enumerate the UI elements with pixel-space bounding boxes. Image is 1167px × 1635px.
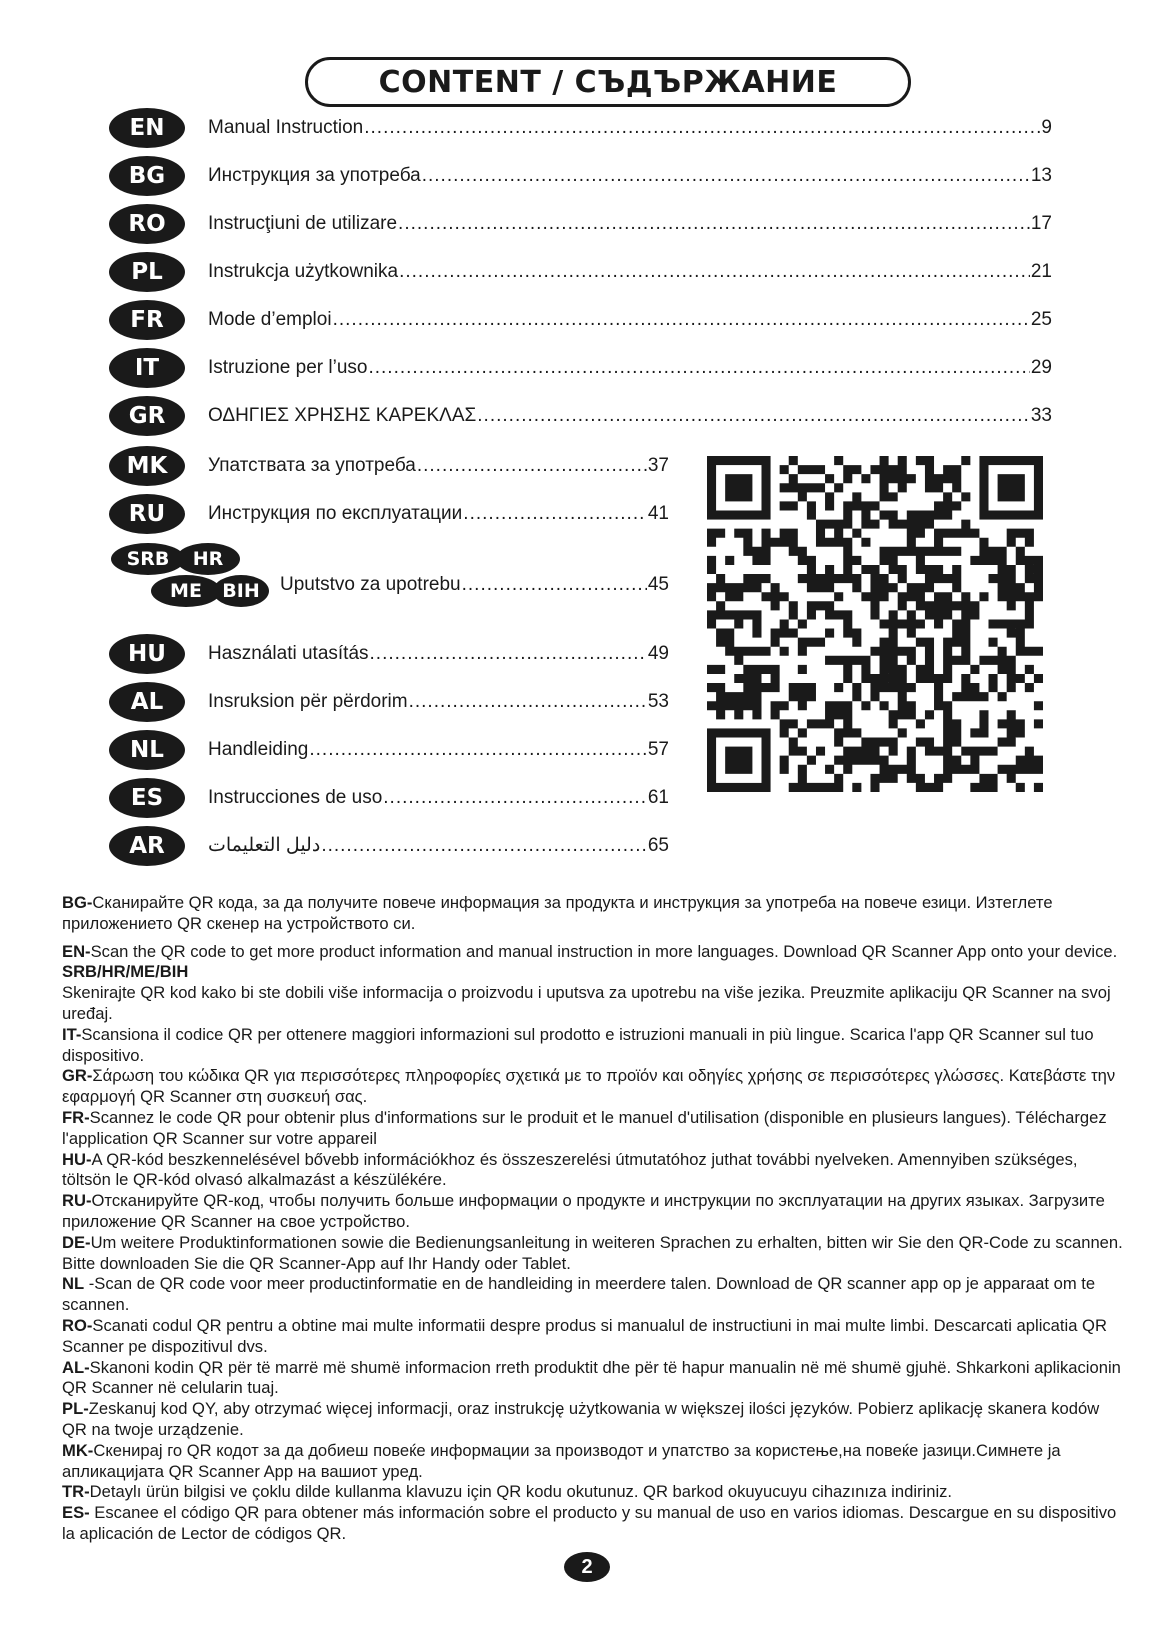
qr-note-language-code: DE- xyxy=(62,1232,91,1252)
qr-note-text: -Scan de QR code voor meer productinformatie en de handleiding in meerdere talen. Download de QR scanner app op je apparaat om te scannen. xyxy=(62,1274,1096,1315)
toc-page-number: 61 xyxy=(647,787,669,808)
qr-note xyxy=(62,1191,1124,1233)
qr-note-language-code: PL- xyxy=(62,1399,89,1419)
toc-leader-dots xyxy=(309,738,647,762)
qr-note-text: Сканирайте QR кода, за да получите повече информация за продукта и инструкция за употреба на повече езици. Изтеглете приложението QR скенер на устройството си. xyxy=(62,893,1053,933)
qr-note-language-code: MK- xyxy=(62,1440,94,1460)
toc-leader-dots xyxy=(463,502,647,526)
toc-entry xyxy=(208,454,669,478)
toc-entry-label: Mode d’emploi xyxy=(208,309,332,330)
toc-leader-dots xyxy=(321,834,647,858)
language-badge-bg: BG xyxy=(109,156,185,196)
qr-note-text: Σάρωση του κώδικα QR για περισσότερες πληροφορίες σχετικά με το προϊόν και οδηγίες χρήσης σε περισσότερες γλώσσες. Κατεβάστε την εφαρμογή QR Scanner στη συσκευή σας. xyxy=(62,1066,1116,1107)
toc-leader-dots xyxy=(477,404,1030,428)
qr-note xyxy=(62,1108,1124,1150)
toc-leader-dots xyxy=(333,308,1030,332)
qr-note-language-code: NL xyxy=(62,1274,85,1294)
toc-entry xyxy=(208,260,1052,284)
qr-note xyxy=(62,962,1124,1024)
toc-entry xyxy=(208,164,1052,188)
language-badge-gr: GR xyxy=(109,396,185,436)
qr-note-text: A QR-kód beszkennelésével bővebb információkhoz és összeszerelési útmutatóhoz juthat további nyelveken. Amennyiben szükséges, töltsön le QR-kód olvasó alkalmazást a készülékére. xyxy=(62,1149,1078,1190)
language-badge-srb: SRB xyxy=(111,543,185,575)
toc-leader-dots xyxy=(422,164,1030,188)
qr-note-language-code: TR- xyxy=(62,1482,90,1502)
language-badge-me: ME xyxy=(151,575,221,607)
qr-note xyxy=(62,1233,1124,1275)
toc-entry-label: Инструкция по експлуатации xyxy=(208,503,463,524)
qr-note-language-code: IT- xyxy=(62,1024,82,1044)
page-number: 2 xyxy=(564,1552,610,1582)
toc-entry xyxy=(280,573,669,597)
toc-entry-label: Instrucţiuni de utilizare xyxy=(208,213,398,234)
qr-note-language-code: SRB/HR/ME/BIH xyxy=(62,962,189,982)
qr-note xyxy=(62,1066,1124,1108)
qr-note-text: Scan the QR code to get more product information and manual instruction in more languages. Download QR Scanner App onto your device. xyxy=(90,941,1118,961)
qr-note-language-code: AL- xyxy=(62,1357,90,1377)
qr-note-text: Zeskanuj kod QY, aby otrzymać więcej informacji, oraz instrukcję użytkowania w większej ilości języków. Pobierz aplikację skanera kodów QR na twoje urządzenie. xyxy=(62,1399,1100,1439)
toc-entry-label: Инструкция за употреба xyxy=(208,165,421,186)
language-badge-al: AL xyxy=(109,682,185,722)
toc-page-number: 53 xyxy=(647,691,669,712)
qr-note xyxy=(62,942,1124,963)
qr-note-language-code: FR- xyxy=(62,1107,90,1127)
toc-leader-dots xyxy=(399,260,1030,284)
qr-note-language-code: RO- xyxy=(62,1315,93,1335)
toc-entry-label: Uputstvo za upotrebu xyxy=(280,574,461,595)
toc-entry xyxy=(208,356,1052,380)
toc-page-number: 45 xyxy=(647,574,669,595)
toc-entry xyxy=(208,116,1052,140)
qr-note-language-code: BG- xyxy=(62,893,93,912)
toc-leader-dots xyxy=(398,212,1030,236)
toc-page-number: 13 xyxy=(1030,165,1052,186)
qr-note-text: Escanee el código QR para obtener más información sobre el producto y su manual de uso en varios idiomas. Descargue en su dispositivo la aplicación de Lector de códigos QR. xyxy=(62,1503,1117,1543)
toc-entry-label: Instrukcja użytkownika xyxy=(208,261,399,282)
qr-note-text: Um weitere Produktinformationen sowie die Bedienungsanleitung in weiteren Sprachen zu erhalten, bitten wir Sie den QR-Code zu scannen. Bitte downloaden Sie die QR Scanner-App auf Ihr Handy oder Tablet. xyxy=(62,1232,1123,1273)
qr-note-language-code: GR- xyxy=(62,1066,93,1086)
language-badge-mk: MK xyxy=(109,446,185,486)
qr-note xyxy=(62,1503,1124,1545)
toc-page-number: 37 xyxy=(647,455,669,476)
toc-entry-label: Használati utasítás xyxy=(208,643,369,664)
toc-leader-dots xyxy=(417,454,647,478)
qr-note-language-code: HU- xyxy=(62,1149,92,1169)
qr-note-text: Skanoni kodin QR për të marrë më shumë informacion rreth produktit dhe për të hapur manualin në më shumë gjuhë. Shkarkoni aplikacionin QR Scanner në celularin tuaj. xyxy=(62,1357,1121,1398)
toc-leader-dots xyxy=(368,356,1029,380)
qr-note xyxy=(62,1441,1124,1483)
qr-note-language-code: EN- xyxy=(62,941,91,961)
toc-page-number: 33 xyxy=(1030,405,1052,426)
qr-note xyxy=(62,1316,1124,1358)
toc-entry-label: Istruzione per l’uso xyxy=(208,357,368,378)
toc-entry xyxy=(208,212,1052,236)
toc-entry-label: Упатствата за употреба xyxy=(208,455,416,476)
toc-page-number: 65 xyxy=(647,835,669,856)
language-badge-it: IT xyxy=(109,348,185,388)
qr-note-text: Scannez le code QR pour obtenir plus d'informations sur le produit et le manuel d'utilisation (disponible en plusieurs langues). Téléchargez l'application QR Scanner sur votre appareil xyxy=(62,1107,1107,1148)
qr-note xyxy=(62,1358,1124,1400)
qr-note-text: Отсканируйте QR-код, чтобы получить больше информации о продукте и инструкции по эксплуатации на других языках. Загрузите приложение QR Scanner на свое устройство. xyxy=(62,1191,1105,1231)
qr-note-language-code: ES- xyxy=(62,1503,90,1523)
toc-page-number: 41 xyxy=(647,503,669,524)
qr-note xyxy=(62,893,1124,935)
qr-instructions xyxy=(62,893,1124,1545)
toc-leader-dots xyxy=(383,786,647,810)
qr-note-text: Skenirajte QR kod kako bi ste dobili više informacija o proizvodu i uputsva za upotrebu na više jezika. Preuzmite aplikaciju QR Scanner na svoj uređaj. xyxy=(62,983,1111,1023)
qr-note xyxy=(62,1150,1124,1192)
toc-entry-label: Instrucciones de uso xyxy=(208,787,383,808)
toc-entry-label: دليل التعليمات xyxy=(208,835,321,856)
language-badge-pl: PL xyxy=(109,252,185,292)
toc-leader-dots xyxy=(364,116,1040,140)
toc-entry xyxy=(208,786,669,810)
language-badge-hr: HR xyxy=(176,543,240,575)
language-badge-bih: BIH xyxy=(213,575,269,607)
qr-note-text: Detaylı ürün bilgisi ve çoklu dilde kullanma klavuzu için QR kodu okutunuz. QR barkod okuyucuyu cihazınıza indiriniz. xyxy=(89,1482,953,1502)
toc-entry-label: Handleiding xyxy=(208,739,309,760)
toc-page-number: 25 xyxy=(1030,309,1052,330)
qr-code-icon[interactable] xyxy=(707,456,1043,792)
toc-entry-label: ΟΔΗΓΙΕΣ ΧΡΗΣΗΣ ΚΑΡΕΚΛΑΣ xyxy=(208,405,477,426)
language-badge-es: ES xyxy=(109,778,185,818)
language-badge-ar: AR xyxy=(109,826,185,866)
qr-note-text: Скенирај го QR кодот за да добиеш повеќе информации за производот и упатство за користење,на повеќе јазици.Симнете ја апликацијата QR Scanner App на вашиот уред. xyxy=(62,1440,1061,1481)
language-badge-ru: RU xyxy=(109,494,185,534)
language-badge-hu: HU xyxy=(109,634,185,674)
toc-page-number: 29 xyxy=(1030,357,1052,378)
toc-entry-label: Insruksion për përdorim xyxy=(208,691,408,712)
qr-note-language-code: RU- xyxy=(62,1191,92,1211)
qr-note-text: Scanati codul QR pentru a obtine mai multe informatii despre produs si manualul de instructiuni in mai multe limbi. Descarcati aplicatia QR Scanner pe dispozitivul dvs. xyxy=(62,1315,1107,1356)
qr-note xyxy=(62,1399,1124,1441)
toc-entry-label: Manual Instruction xyxy=(208,117,364,138)
toc-leader-dots xyxy=(409,690,647,714)
toc-page-number: 49 xyxy=(647,643,669,664)
qr-note xyxy=(62,1482,1124,1503)
qr-note xyxy=(62,1025,1124,1067)
toc-page-number: 57 xyxy=(647,739,669,760)
language-badge-ro: RO xyxy=(109,204,185,244)
toc-entry xyxy=(208,502,669,526)
toc-entry xyxy=(208,690,669,714)
qr-note-text: Scansiona il codice QR per ottenere maggiori informazioni sul prodotto e istruzioni manuali in più lingue. Scarica l'app QR Scanner sul tuo dispositivo. xyxy=(62,1024,1094,1065)
language-badge-en: EN xyxy=(109,108,185,148)
toc-entry xyxy=(208,308,1052,332)
toc-entry xyxy=(208,834,669,858)
toc-page-number: 17 xyxy=(1030,213,1052,234)
toc-page-number: 9 xyxy=(1041,117,1052,138)
toc-entry xyxy=(208,642,669,666)
toc-leader-dots xyxy=(370,642,647,666)
page-title: CONTENT / СЪДЪРЖАНИЕ xyxy=(378,64,838,100)
toc-page-number: 21 xyxy=(1030,261,1052,282)
toc-entry xyxy=(208,738,669,762)
language-badge-fr: FR xyxy=(109,300,185,340)
toc-leader-dots xyxy=(462,573,647,597)
language-badge-nl: NL xyxy=(109,730,185,770)
qr-note xyxy=(62,1274,1124,1316)
toc-entry xyxy=(208,404,1052,428)
